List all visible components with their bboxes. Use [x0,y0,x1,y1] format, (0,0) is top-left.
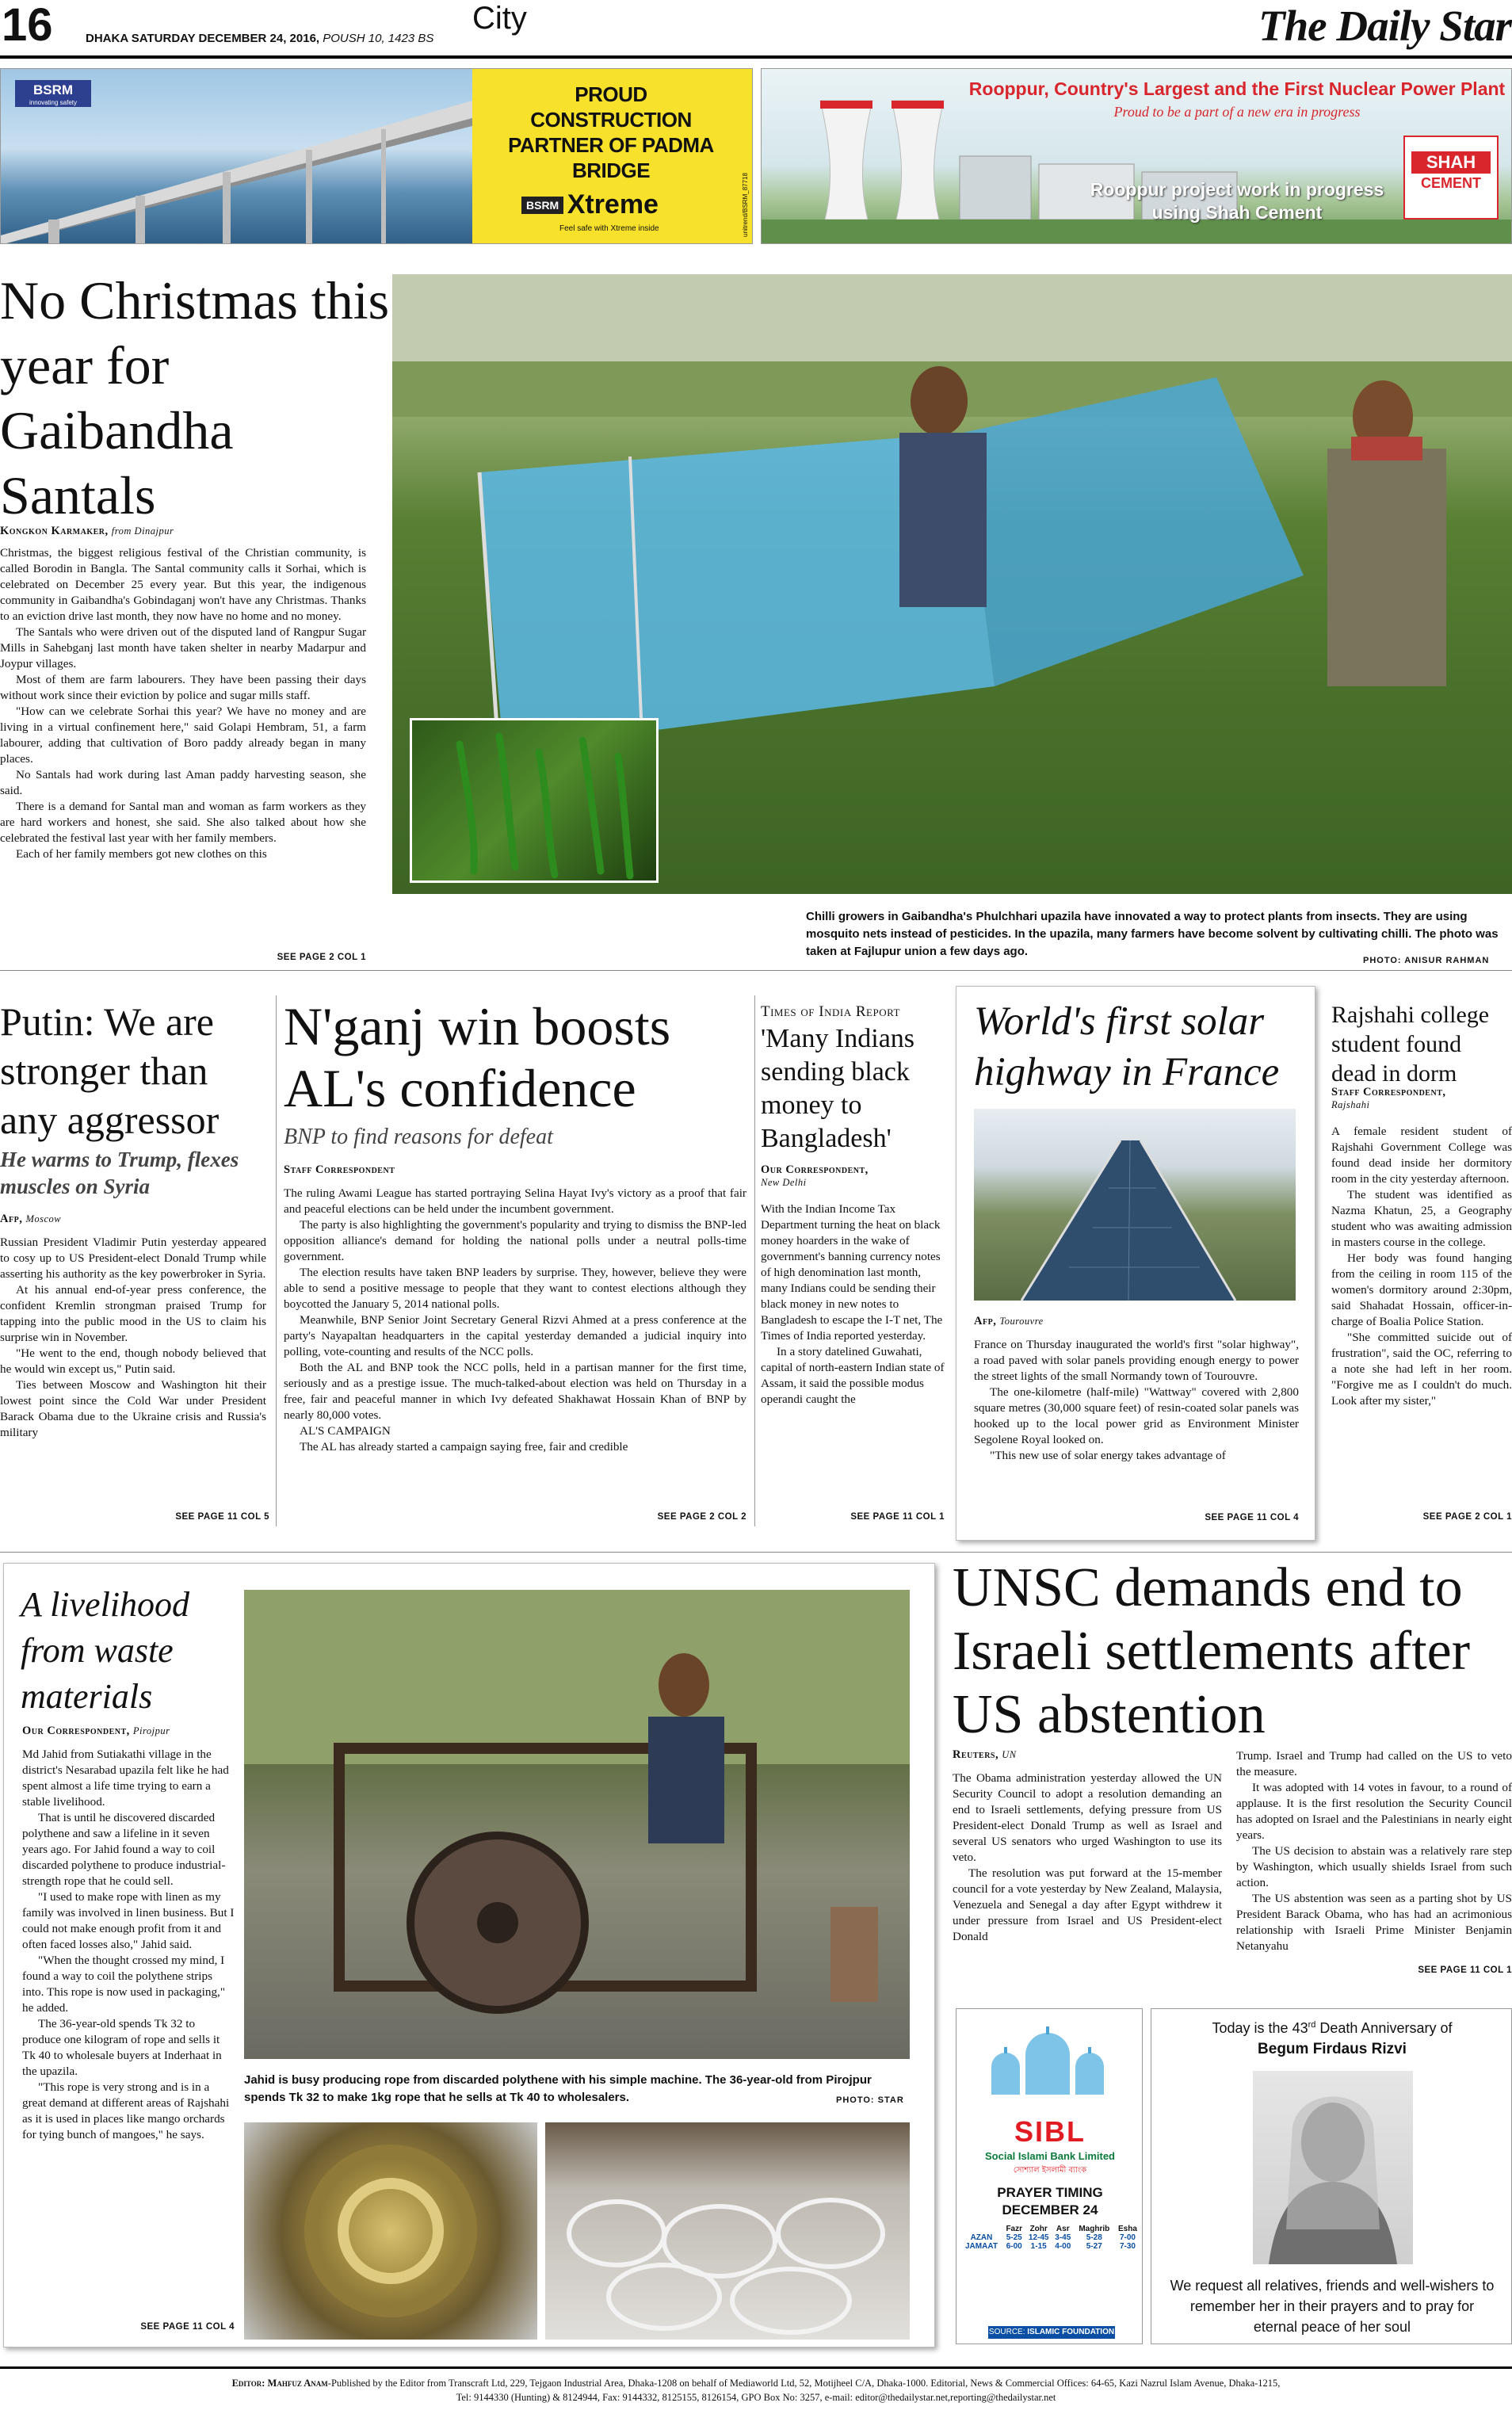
shah-caption: Rooppur project work in progress using Shah Cement [1090,179,1384,223]
obituary-message: We request all relatives, friends and well-wishers to remember her in their prayers and to pray for eternal peace of her soul [1170,2278,1495,2335]
column-rule [754,995,755,1526]
santals-headline: No Christmas this year for Gaibandha Santals [0,270,390,525]
shah-cement-logo [1403,136,1499,220]
prayer-source-name: ISLAMIC FOUNDATION [1027,2328,1115,2336]
chilli-inset-photo [410,718,659,883]
obituary-name: Begum Firdaus Rizvi [1258,2041,1407,2057]
mosque-icon [980,2023,1115,2103]
prayer-time: 6-00 [1006,2242,1022,2251]
page-number: 16 [2,0,53,51]
toi-headline: 'Many Indians sending black money to Bangladesh' [761,1024,915,1153]
jahid-caption: Jahid is busy producing rope from discarded polythene with his simple machine. The 36-year-old from Pirojpur spends Tk 32 to make 1kg rope that he sells at Tk 40 to wholesalers. [244,2073,872,2104]
santals-para: There is a demand for Santal man and woman as farm workers as they are hard workers and honest, she said. She also talked about how she celebrated the festival last year with her family members. [0,800,366,845]
polythene-coil [244,2122,537,2340]
unsc-body-col2 [1236,1748,1512,1954]
rope-bundles-photo [545,2122,910,2340]
chilli-field-photo [392,274,1512,894]
section-rule-1 [0,970,1512,971]
nganj-para: The election results have taken BNP leaders by surprise. They, however, believe they were able to send a positive message to people that they want to contest elections although they boycotted the January 5, 2014 national polls. [284,1266,746,1311]
prayer-time: 5-28 [1086,2233,1102,2242]
jahid-credit-label: PHOTO: [836,2095,875,2105]
putin-para: Russian President Vladimir Putin yesterday appeared to cosy up to US President-elect Donald Trump while asserting his authority as the key powerbroker in Syria. [0,1236,266,1281]
toi-para: In a story datelined Guwahati, capital of north-eastern Indian state of Assam, it said the possible modus operandi caught the [761,1345,945,1406]
prayer-row-azan [960,2233,1140,2242]
bsrm-headline: PROUD CONSTRUCTION PARTNER OF PADMA BRIDGE [508,82,714,182]
nganj-byline [284,1163,395,1177]
santals-para: Each of her family members got new clothes on this [16,847,267,861]
santals-para: The Santals who were driven out of the disputed land of Rangpur Sugar Mills in Sahebganj last month have taken shelter in nearby Madarpur and Joypur villages. [0,625,366,670]
portrait-silhouette [1253,2071,1413,2264]
bsrm-logo [15,80,91,107]
nganj-headline: N'ganj win boosts AL's confidence [284,996,671,1118]
nganj-subsection: AL'S CAMPAIGN [300,1424,391,1438]
livelihood-byline-name: Our Correspondent, [22,1725,130,1737]
unsc-byline-name: Reuters, [953,1748,999,1761]
nganj-para: The ruling Awami League has started portraying Selina Hayat Ivy's victory as a proof that fair and peaceful elections can be held under the incumbent government. [284,1186,746,1216]
solar-para: France on Thursday inaugurated the world's first "solar highway", a road paved with solar panels providing enough energy to power the street lights of the small Normandy town of Tourouvre. [974,1338,1299,1383]
prayer-time: 1-15 [1030,2242,1047,2251]
solar-road [974,1109,1296,1301]
nganj-para: The AL has already started a campaign saying free, fair and credible [300,1440,628,1453]
unsc-byline [953,1748,1017,1762]
putin-byline-place: Moscow [25,1213,62,1224]
editor-label: Editor: [231,2378,265,2389]
shah-logo-top: SHAH [1411,151,1491,174]
putin-subhead: He warms to Trump, flexes muscles on Syria [0,1148,239,1198]
rajshahi-body [1331,1124,1512,1409]
unsc-byline-place: UN [1002,1749,1017,1760]
santals-byline-name: Kongkon Karmaker, [0,525,109,537]
prayer-col-zohr: Zohr [1029,2225,1048,2233]
santals-para: No Santals had work during last Aman paddy harvesting season, she said. [0,768,366,797]
toi-kicker: Times of India Report [761,1003,900,1020]
livelihood-headline: A livelihood from waste materials [21,1585,190,1716]
sibl-logo: SIBL [1014,2115,1086,2148]
rajshahi-byline [1331,1086,1512,1111]
prayer-source-label: SOURCE: [988,2328,1025,2336]
prayer-col-asr: Asr [1056,2225,1070,2233]
nganj-para: The party is also highlighting the government's popularity and trying to dismiss the BNP-led opposition alliance's demand for holding the national polls under a neutral polls-time government. [284,1218,746,1263]
sibl-bengali-name: সোশ্যাল ইসলামী ব্যাংক [1013,2166,1087,2175]
imprint [0,2376,1512,2405]
imprint-line2: Tel: 9144330 (Hunting) & 8124944, Fax: 9144332, 8125155, 8126154, GPO Box No: 3257, e-mail: editor@thedailystar.net,reporting@thedailystar.net [456,2392,1056,2403]
imprint-line1 [0,2376,1512,2390]
unsc-para: The US abstention was seen as a parting shot by US President Barack Obama, who has had an acrimonious relationship with Israeli Prime Minister Benjamin Netanyahu [1236,1892,1512,1953]
bsrm-yellow-panel [472,69,753,244]
toi-byline-place: New Delhi [761,1177,807,1188]
prayer-source [988,2326,1115,2339]
santals-para: Most of them are farm labourers. They have been passing their days without work since their eviction by police and sugar mills staff. [0,673,366,702]
livelihood-byline-place: Pirojpur [132,1725,170,1736]
santals-para: Christmas, the biggest religious festival of the Christian community, is called Borodin in Bangla. The Santal community calls it Sorhai, which is celebrated on December 25 every year. But this year, the indigenous community in Gaibandha's Gobindaganj won't have any Christmas. Thanks to an eviction drive last month, they now have no home and no money. [0,546,366,623]
prayer-time: 4-00 [1055,2242,1071,2251]
putin-headline: Putin: We are stronger than any aggressor [0,999,220,1142]
unsc-jump[interactable]: SEE PAGE 11 COL 1 [1418,1965,1512,1975]
livelihood-para: Md Jahid from Sutiakathi village in the district's Nesarabad upazila felt like he had spent almost a life time trying to earn a stable livelihood. [22,1748,229,1809]
shah-tagline: Proud to be a part of a new era in progress [1113,104,1361,120]
rajshahi-para: Her body was found hanging from the ceiling in room 115 of the women's dormitory around 2:30pm, said Shahadat Hossain, officer-in-charge of Boalia Police Station. [1331,1251,1512,1328]
toi-jump[interactable]: SEE PAGE 11 COL 1 [850,1512,945,1522]
livelihood-jump[interactable]: SEE PAGE 11 COL 4 [140,2322,235,2332]
masthead-logo: The Daily Star [1258,2,1512,50]
xtreme-prefix: BSRM [521,197,563,214]
nganj-body [284,1186,746,1455]
rajshahi-headline: Rajshahi college student found dead in dorm [1331,1002,1490,1087]
solar-para: The one-kilometre (half-mile) "Wattway" covered with 2,800 square metres (30,000 square feet) of resin-coated solar panels was hooked up to the local power grid as Environment Minister Segolene Royal looked on. [974,1385,1299,1446]
nganj-subhead: BNP to find reasons for defeat [284,1125,553,1149]
sibl-full-name: Social Islami Bank Limited [985,2150,1115,2162]
nganj-byline-name: Staff Correspondent [284,1163,395,1176]
obituary-line1-post: Death Anniversary of [1315,2020,1453,2036]
rajshahi-para: "She committed suicide out of frustration", said the OC, referring to a note she had left in her room. "Forgive me as I couldn't do much. Look after my sister," [1331,1331,1512,1408]
toi-para: With the Indian Income Tax Department turning the heat on black money hoarders in the wake of government's banning currency notes of high denomination last month, many Indians could be sending their black money in new notes to Bangladesh to escape the I-T net, The Times of India reported yesterday. [761,1202,943,1343]
solar-headline: World's first solar highway in France [974,999,1280,1094]
jahid-rope-machine-photo [244,1590,910,2059]
solar-byline-name: Afp, [974,1315,997,1327]
obituary-box [1151,2008,1512,2344]
putin-byline [0,1213,61,1226]
putin-para: Ties between Moscow and Washington hit their lowest point since the Cold War under President Barack Obama due to the Ukraine crisis and Russia's military [0,1378,266,1439]
prayer-row-label: JAMAAT [965,2242,998,2251]
section-rule-2 [0,1552,1512,1553]
prayer-date: DECEMBER 24 [1002,2202,1098,2217]
prayer-table [960,2225,1140,2251]
obituary-line1 [1151,2020,1512,2037]
solar-body [974,1337,1299,1464]
imprint-text: -Published by the Editor from Transcraft Ltd, 229, Tejgaon Industrial Area, Dhaka-1208 on behalf of Mediaworld Ltd, 52, Motijheel C/A, Dhaka-1000. Editorial, News & Commercial Offices: 64-65, Kazi Nazrul Islam Avenue, Dhaka-1215, [327,2378,1281,2389]
polythene-coil-photo [244,2122,537,2340]
prayer-col-maghrib: Maghrib [1079,2225,1110,2233]
chilli-credit-label: PHOTO: [1363,956,1402,965]
solar-jump[interactable]: SEE PAGE 11 COL 4 [1205,1513,1299,1522]
unsc-para: Trump. Israel and Trump had called on the US to veto the measure. [1236,1749,1512,1778]
rajshahi-para: The student was identified as Nazma Khatun, 25, a Geography student who was awaiting admission in masters course in the college. [1331,1188,1512,1249]
prayer-row-label: AZAN [970,2233,993,2242]
footer-rule [0,2366,1512,2369]
unsc-para: The resolution was put forward at the 15-member council for a vote yesterday by New Zealand, Malaysia, Venezuela and Senegal a day after Egypt withdrew it under pressure from Israel and US President-elect Donald [953,1866,1222,1943]
nganj-jump[interactable]: SEE PAGE 2 COL 2 [657,1512,746,1522]
section-name: City [472,1,527,36]
bridge-image [1,69,472,244]
prayer-header-row [960,2225,1140,2233]
unsc-para: The US decision to abstain was a relatively rare step by Washington, which usually shields Israel from such action. [1236,1844,1512,1889]
unsc-para: The Obama administration yesterday allowed the UN Security Council to adopt a resolution demanding an end to Israeli settlements, defying pressure from US President-elect Donald Trump as well as Israel and several US senators who urged Washington to use its veto. [953,1771,1222,1864]
prayer-title: PRAYER TIMING [997,2185,1103,2200]
prayer-time: 3-45 [1055,2233,1071,2242]
solar-box [956,986,1315,1541]
putin-byline-name: Afp, [0,1213,23,1225]
solar-byline-place: Tourouvre [999,1316,1044,1327]
rajshahi-byline-name: Staff Correspondent, [1331,1086,1446,1098]
shah-logo-bottom: CEMENT [1421,175,1481,191]
bsrm-brand: BSRM [32,82,74,97]
livelihood-para: That is until he discovered discarded polythene and saw a lifeline in it seven years ago. For Jahid found a way to coil discarded polythene to produce industrial-strength rope that he could sell. [22,1811,226,1888]
ad-code: unitrend/BSRM_87718 [742,173,749,237]
shah-headline: Rooppur, Country's Largest and the First Nuclear Power Plant [968,78,1506,99]
santals-byline-place: from Dinajpur [111,525,174,537]
nganj-para: Meanwhile, BNP Senior Joint Secretary General Rizvi Ahmed at a press conference at the party's Nayapaltan headquarters in the capital yesterday demanded a judicial inquiry into polling, vote-counting and results of the NCC polls. [284,1313,746,1358]
rajshahi-para: A female resident student of Rajshahi Government College was found dead inside her dormitory room in the city yesterday afternoon. [1331,1125,1512,1186]
solar-highway-photo [974,1109,1296,1301]
xtreme-product: Xtreme [567,189,659,220]
obituary-ordinal: rd [1308,2020,1316,2030]
bsrm-tagline: innovating safety [29,99,78,106]
prayer-time: 7-00 [1119,2233,1136,2242]
rope-bundles [545,2122,910,2340]
prayer-col-fazr: Fazr [1006,2225,1023,2233]
santals-body [0,545,366,862]
jahid-photo-credit [836,2095,904,2105]
livelihood-para: "I used to make rope with linen as my family was involved in linen business. But I could not make enough profit from it and often faced losses also," Jahid said. [22,1890,235,1951]
santals-para: "How can we celebrate Sorhai this year? We have no money and are living in a virtual confinement here," said Golapi Hembram, 51, a farm labourer, adding that cultivation of Boro paddy already began in many places. [0,705,366,766]
masthead-rule [0,55,1512,59]
prayer-time: 7-30 [1119,2242,1136,2251]
unsc-para: It was adopted with 14 votes in favour, to a round of applause. It is the first resolution the Security Council has adopted on Israel and the Palestinians in nearly eight years. [1236,1781,1512,1842]
prayer-time: 5-25 [1006,2233,1022,2242]
toi-byline [761,1163,949,1189]
rajshahi-jump[interactable]: SEE PAGE 2 COL 1 [1422,1512,1512,1522]
obituary-line1-pre: Today is the 43 [1212,2020,1308,2036]
rope-machine [244,1590,910,2059]
livelihood-para: "This rope is very strong and is in a great demand at different areas of Rajshahi as it is used in places like mango orchards for tying bunch of mangoes," he says. [22,2080,230,2141]
chilli-caption: Chilli growers in Gaibandha's Phulchhari upazila have innovated a way to protect plants from insects. They are using mosquito nets instead of pesticides. In the upazila, many farmers have become solvent by cultivating chilli. The photo was taken at Fajlupur union a few days ago. [806,910,1499,958]
bsrm-xtreme-logo [521,189,704,221]
xtreme-tagline: Feel safe with Xtreme inside [559,224,659,233]
prayer-timing-ad [956,2008,1143,2344]
editor-name: Mahfuz Anam [267,2378,328,2389]
prayer-row-jamaat [960,2242,1140,2251]
bsrm-ad [0,68,753,244]
dateline-bengali: POUSH 10, 1423 BS [323,32,434,45]
prayer-time: 12-45 [1028,2233,1049,2242]
santals-jump[interactable]: SEE PAGE 2 COL 1 [277,953,366,962]
unsc-headline: UNSC demands end to Israeli settlements after US abstention [953,1557,1471,1745]
column-rule [276,995,277,1526]
nganj-para: Both the AL and BNP took the NCC polls, held in a partisan manner for the first time, seriously and as a prestige issue. The much-talked-about election was held on Thursday in a free, fair and peaceful manner in which Ivy defeated Shakhawat Hossain Khan of BNP by nearly 80,000 votes. [284,1361,746,1422]
chilli-peppers [412,720,656,880]
rajshahi-byline-place: Rajshahi [1331,1099,1370,1110]
chilli-credit-name: ANISUR RAHMAN [1404,956,1490,965]
prayer-col-esha: Esha [1117,2225,1137,2233]
toi-byline-name: Our Correspondent, [761,1163,869,1176]
shah-cement-ad [761,68,1512,244]
solar-byline [974,1315,1044,1328]
obituary-portrait [1253,2071,1413,2264]
putin-jump[interactable]: SEE PAGE 11 COL 5 [175,1512,269,1522]
dateline-date: DHAKA SATURDAY DECEMBER 24, 2016, [86,32,320,45]
toi-body [761,1201,945,1408]
putin-body [0,1235,266,1441]
jahid-credit-name: STAR [877,2095,904,2105]
livelihood-body [22,1747,235,2143]
putin-para: At his annual end-of-year press conference, the confident Kremlin strongman praised Trump for tapping into the public mood in the US to claim his surprise win in November. [0,1283,266,1344]
dateline [86,32,433,45]
livelihood-byline [22,1725,170,1738]
solar-para: "This new use of solar energy takes advantage of [990,1449,1226,1462]
livelihood-para: The 36-year-old spends Tk 32 to produce one kilogram of rope and sells it Tk 40 to wholesale buyers at Inderhaat in the upazila. [22,2017,222,2078]
santals-byline [0,525,174,538]
unsc-body-col1 [953,1771,1222,1945]
putin-para: "He went to the end, though nobody believed that he would win except us," Putin said. [0,1347,266,1376]
chilli-photo-credit [1363,956,1489,965]
prayer-time: 5-27 [1086,2242,1102,2251]
livelihood-para: "When the thought crossed my mind, I found a way to coil the polythene strips into. This rope is now used in packaging," he added. [22,1954,226,2015]
